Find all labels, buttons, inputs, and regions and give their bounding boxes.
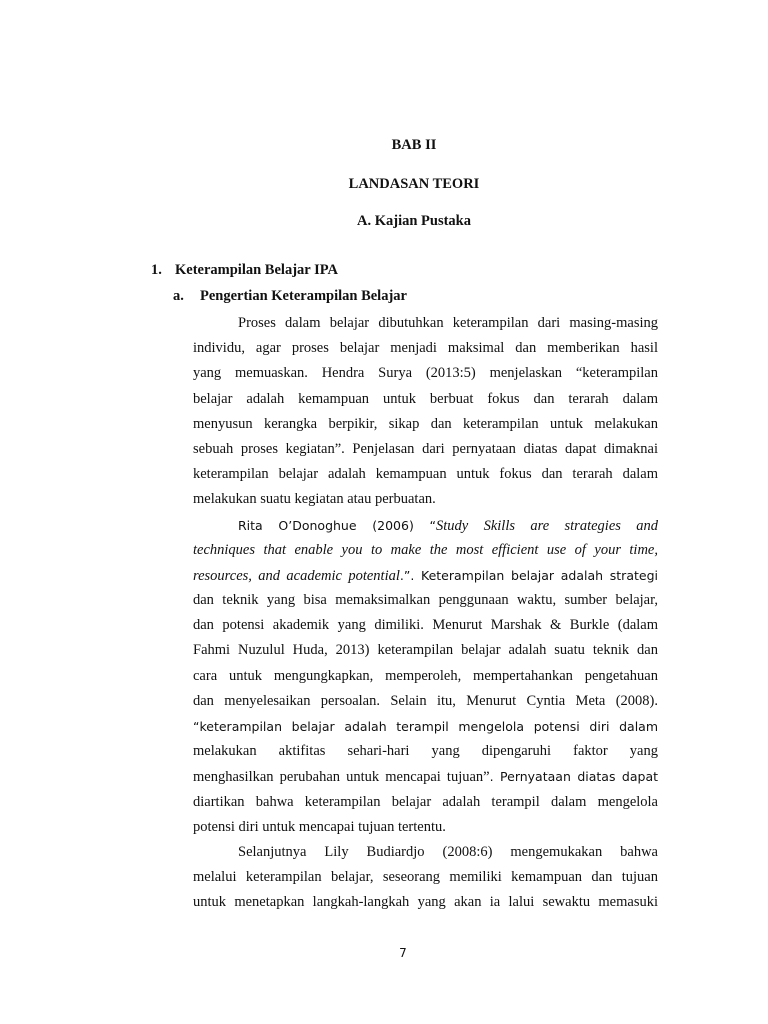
paragraph-line: Selanjutnya Lily Budiardjo (2008:6) mengemukakan bahwa	[238, 843, 658, 860]
paragraph-text: .”. Keterampilan belajar adalah strategi	[399, 567, 658, 583]
paragraph-line: untuk menetapkan langkah-langkah yang akan ia lalui sewaktu memasuki	[193, 894, 658, 911]
paragraph-line: menyusun kerangka berpikir, sikap dan keterampilan untuk melakukan	[193, 415, 658, 432]
section-heading: A. Kajian Pustaka	[356, 213, 471, 229]
paragraph-line: keterampilan belajar adalah kemampuan untuk fokus dan terarah dalam	[193, 466, 658, 483]
paragraph-line: diartikan bahwa keterampilan belajar adalah terampil dalam mengelola	[193, 793, 658, 810]
chapter-title: LANDASAN TEORI	[348, 176, 480, 192]
paragraph-line	[193, 513, 658, 538]
paragraph-line: melakukan suatu kegiatan atau perbuatan.	[193, 491, 436, 508]
paragraph-line: individu, agar proses belajar menjadi maksimal dan memberikan hasil	[193, 340, 658, 357]
paragraph-line: Proses dalam belajar dibutuhkan keterampilan dari masing-masing	[238, 315, 658, 331]
paragraph-line: dan potensi akademik yang dimiliki. Menurut Marshak & Burkle (dalam	[193, 617, 658, 634]
paragraph-line: “keterampilan belajar adalah terampil mengelola potensi diri dalam	[193, 719, 658, 734]
subsection-number: 1.	[151, 262, 162, 278]
citation-text: Rita O’Donoghue (2006) “	[238, 517, 437, 533]
paragraph-line: melalui keterampilan belajar, seseorang memiliki kemampuan dan tujuan	[193, 869, 658, 886]
paragraph-line: dan teknik yang bisa memaksimalkan penggunaan waktu, sumber belajar,	[193, 592, 658, 609]
paragraph-line: cara untuk mengungkapkan, memperoleh, mempertahankan pengetahuan	[193, 667, 658, 684]
paragraph-line	[193, 764, 658, 789]
page-number: 7	[399, 946, 407, 960]
subsubsection-title: Pengertian Keterampilan Belajar	[200, 288, 407, 304]
paragraph-line: dan menyelesaikan persoalan. Selain itu, Menurut Cyntia Meta (2008).	[193, 692, 658, 709]
quote-italic: resources, and academic potential	[193, 567, 400, 584]
paragraph-line: sebuah proses kegiatan”. Penjelasan dari pernyataan diatas dapat dimaknai	[193, 440, 658, 457]
paragraph-line: yang memuaskan. Hendra Surya (2013:5) menjelaskan “keterampilan	[193, 365, 658, 382]
chapter-heading: BAB II	[391, 137, 437, 153]
paragraph-line: Fahmi Nuzulul Huda, 2013) keterampilan belajar adalah suatu teknik dan	[193, 642, 658, 659]
paragraph-text: menghasilkan perubahan untuk mencapai tujuan”	[193, 769, 490, 786]
body-text	[193, 311, 658, 916]
paragraph-line: belajar adalah kemampuan untuk berbuat fokus dan terarah dalam	[193, 390, 658, 407]
subsubsection-heading	[173, 288, 407, 305]
paragraph-line: potensi diri untuk mencapai tujuan tertentu.	[193, 818, 446, 835]
paragraph-line	[193, 563, 658, 588]
subsubsection-number: a.	[173, 288, 184, 304]
quote-italic: Study Skills are strategies and	[436, 517, 658, 534]
subsection-title: Keterampilan Belajar IPA	[175, 262, 338, 278]
subsection-heading	[151, 262, 338, 279]
paragraph-text: . Pernyataan diatas dapat	[489, 769, 658, 785]
paragraph-line	[193, 538, 658, 563]
quote-italic: techniques that enable you to make the most efficient use of your time,	[193, 541, 658, 558]
paragraph-line: melakukan aktifitas sehari-hari yang dipengaruhi faktor yang	[193, 743, 658, 760]
